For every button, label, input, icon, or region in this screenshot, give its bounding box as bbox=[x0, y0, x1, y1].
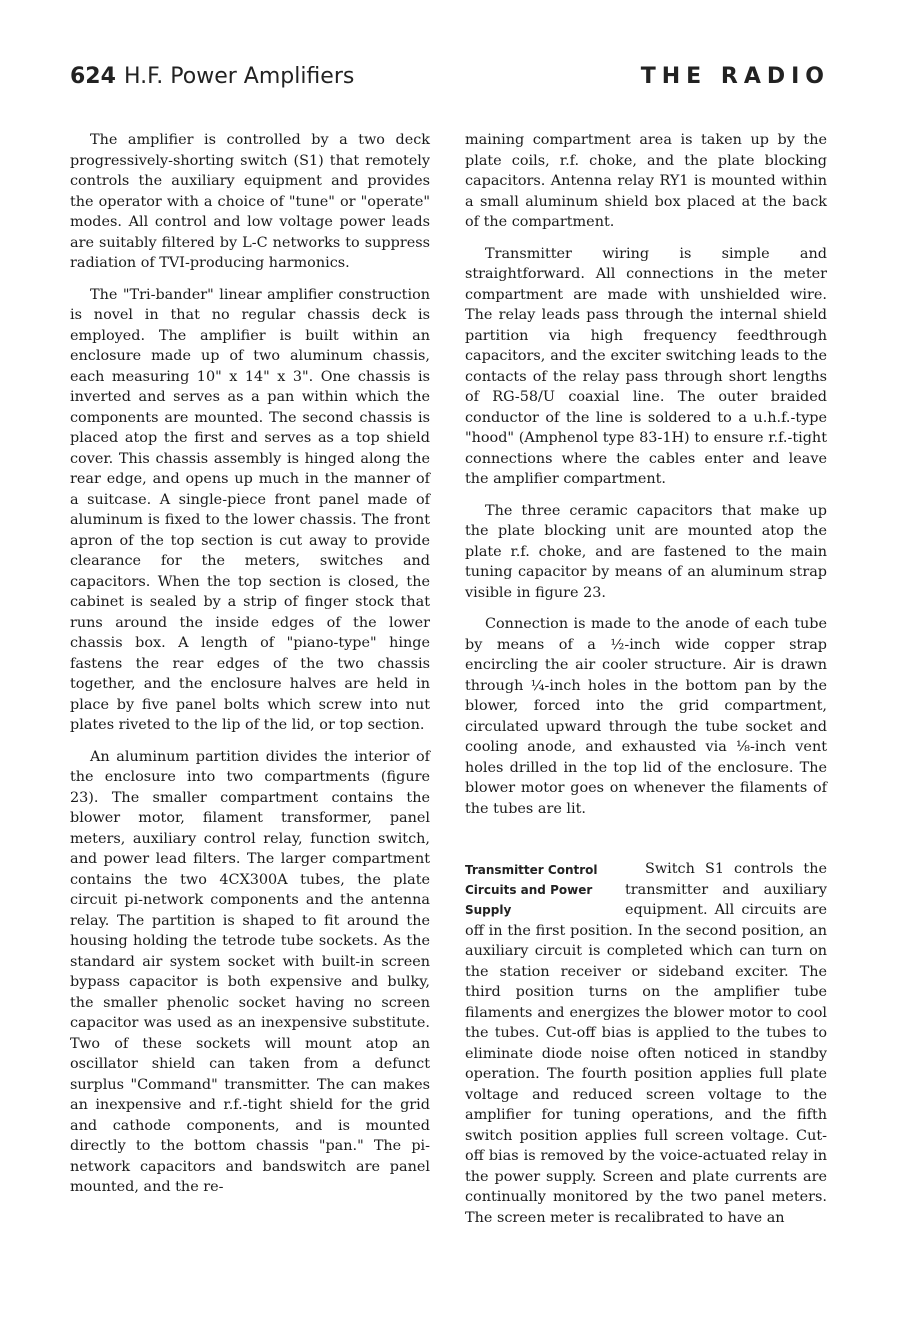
section-heading: Transmitter Control Circuits and Power Supply bbox=[465, 863, 598, 917]
paragraph: An aluminum partition divides the interior of the enclosure into two compartments (figure 23). The smaller compartment contains the blower motor, filament transformer, panel meters, auxiliary control relay, function switch, and power lead filters. The larger compartment contains the two 4CX300A tubes, the plate circuit pi-network components and the antenna relay. The partition is shaped to fit around the housing holding the tetrode tube sockets. As the standard air system socket with built-in screen bypass capacitor is both expensive and bulky, the smaller phenolic socket having no screen capacitor was used as an inexpensive substitute. Two of these sockets will mount atop an oscillator shield can taken from a defunct surplus "Command" transmitter. The can makes an inexpensive and r.f.-tight shield for the grid and cathode components, and is mounted directly to the bottom chassis "pan." The pi-network capacitors and bandswitch are panel mounted, and the re- bbox=[70, 748, 430, 1195]
paragraph: Connection is made to the anode of each tube by means of a ½-inch wide copper strap encircling the air cooler structure. Air is drawn through ¼-inch holes in the bottom pan by the blower, forced into the grid compartment, circulated upward through the tube socket and cooling anode, and exhausted via ⅛-inch vent holes drilled in the top lid of the enclosure. The blower motor goes on whenever the filaments of the tubes are lit. bbox=[465, 616, 827, 817]
section-text: Switch S1 controls the transmitter and auxiliary equipment. All circuits are off in the first position. In the second position, an auxiliary circuit is completed which can turn on the station receiver or sideband exciter. The third position turns on the amplifier tube filaments and energizes the blower motor to cool the tubes. Cut-off bias is applied to the tubes to eliminate diode noise often noticed in standby operation. The fourth position applies full plate voltage and reduced screen voltage to the amplifier for tuning operations, and the fifth switch position applies full screen voltage. Cut-off bias is removed by the voice-actuated relay in the power supply. Screen and plate currents are continually monitored by the two panel meters. The screen meter is recalibrated to have an bbox=[465, 861, 827, 1226]
left-column bbox=[70, 130, 430, 1209]
section-transmitter-control bbox=[465, 859, 827, 1228]
paragraph: The amplifier is controlled by a two deck progressively-shorting switch (S1) that remotely controls the auxiliary equipment and provides the operator with a choice of "tune" or "operate" modes. All control and low voltage power leads are suitably filtered by L-C networks to suppress radiation of TVI-producing harmonics. bbox=[70, 132, 430, 271]
page-number: 624 bbox=[70, 64, 116, 89]
paragraph: Transmitter wiring is simple and straightforward. All connections in the meter compartment are made with unshielded wire. The relay leads pass through the internal shield partition via high frequency feedthrough capacitors, and the exciter switching leads to the contacts of the relay pass through short lengths of RG-58/U coaxial line. The outer braided conductor of the line is soldered to a u.h.f.-type "hood" (Amphenol type 83-1H) to ensure r.f.-tight connections where the cables enter and leave the amplifier compartment. bbox=[465, 245, 827, 487]
right-column bbox=[465, 130, 827, 1239]
paragraph: The three ceramic capacitors that make up the plate blocking unit are mounted atop the plate r.f. choke, and are fastened to the main tuning capacitor by means of an aluminum strap visible in figure 23. bbox=[465, 502, 827, 601]
book-title: THE RADIO bbox=[640, 64, 830, 89]
paragraph: maining compartment area is taken up by the plate coils, r.f. choke, and the plate blocking capacitors. Antenna relay RY1 is mounted within a small aluminum shield box placed at the back of the compartment. bbox=[465, 132, 827, 230]
chapter-title: H.F. Power Amplifiers bbox=[124, 64, 355, 89]
paragraph: The "Tri-bander" linear amplifier construction is novel in that no regular chassis deck is employed. The amplifier is built within an enclosure made up of two aluminum chassis, each measuring 10" x 14" x 3". One chassis is inverted and serves as a pan within which the components are mounted. The second chassis is placed atop the first and serves as a top shield cover. This chassis assembly is hinged along the rear edge, and opens up much in the manner of a suitcase. A single-piece front panel made of aluminum is fixed to the lower chassis. The front apron of the top section is cut away to provide clearance for the meters, switches and capacitors. When the top section is closed, the cabinet is sealed by a strip of finger stock that runs around the inside edges of the lower chassis box. A length of "piano-type" hinge fastens the rear edges of the two chassis together, and the enclosure halves are held in place by five panel bolts which screw into nut plates riveted to the lip of the lid, or top section. bbox=[70, 286, 430, 733]
page-header bbox=[70, 64, 830, 100]
